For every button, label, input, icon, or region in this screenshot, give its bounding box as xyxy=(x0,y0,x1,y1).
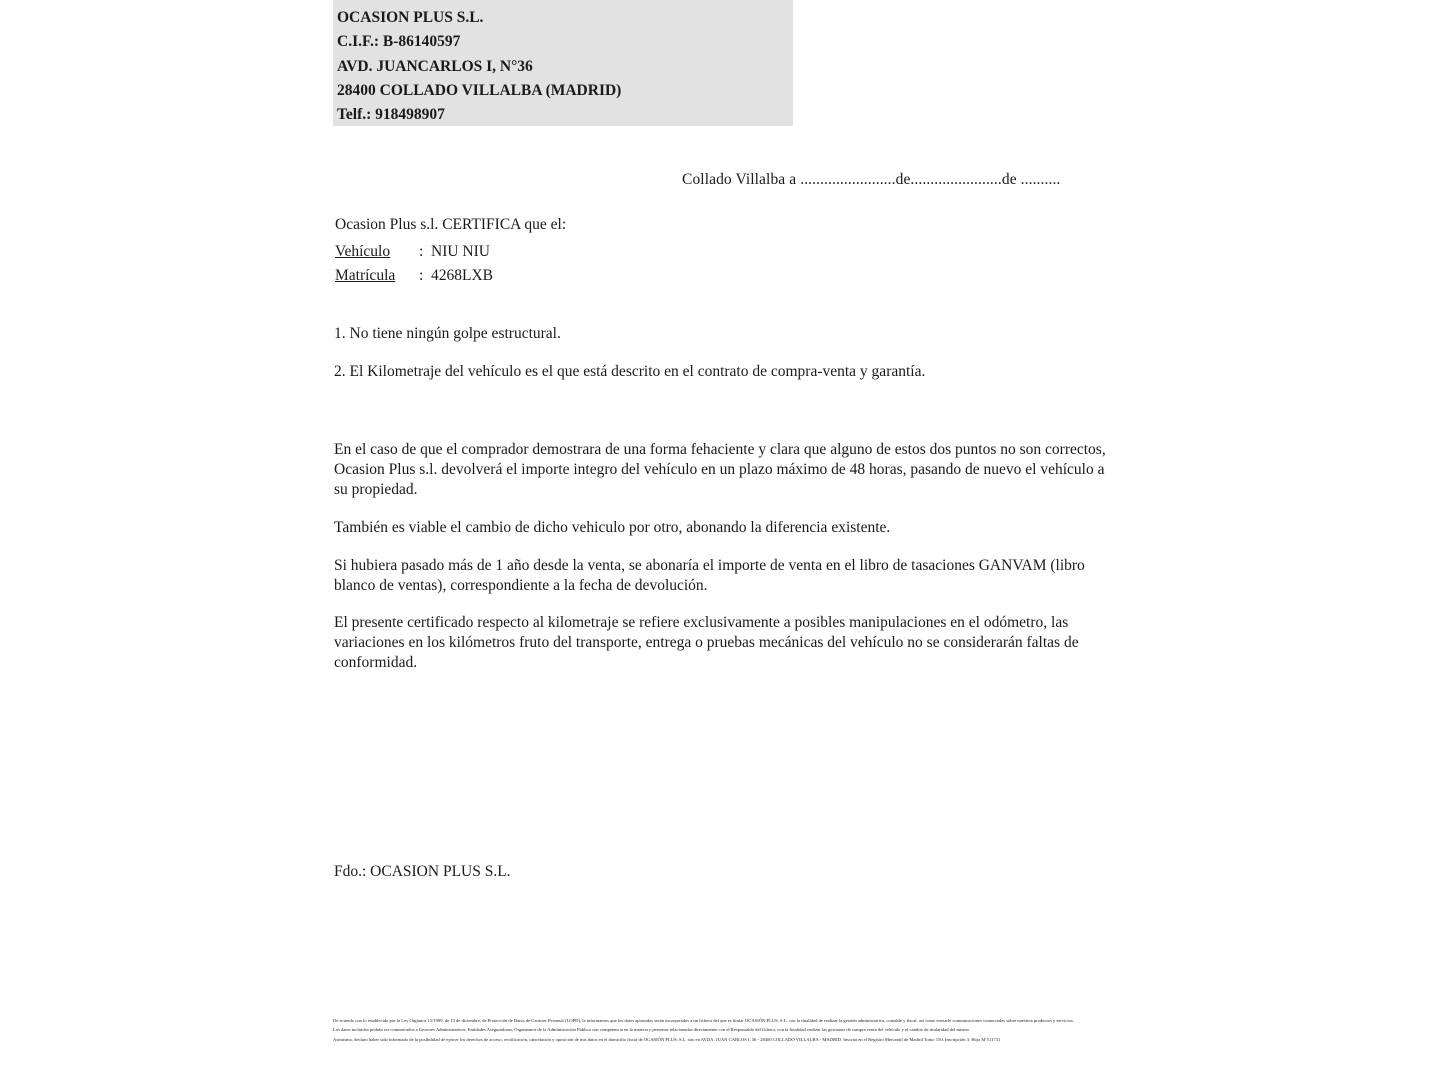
company-header-block xyxy=(333,0,793,126)
vehicle-value: NIU NIU xyxy=(431,243,490,260)
paragraph-ganvam: Si hubiera pasado más de 1 año desde la venta, se abonaría el importe de venta en el libro de tasaciones GANVAM (libro blanco de ventas), correspondiente a la fecha de devolución. xyxy=(334,557,1085,595)
legal-footer xyxy=(333,1018,1103,1046)
plate-row xyxy=(335,264,493,288)
paragraph-odometer: El presente certificado respecto al kilometraje se refiere exclusivamente a posibles manipulaciones en el odómetro, las variaciones en los kilómetros fruto del transporte, entrega o pruebas mecánicas del vehículo no se considerarán faltas de conformidad. xyxy=(334,614,1079,672)
legal-paragraph-1: De acuerdo con lo establecido por la Ley Orgánica 15/1999, de 13 de diciembre, de Protección de Datos de Carácter Personal (LOPD), le informamos que los datos aportados serán incorporados a un fichero del que es titular OCASIÓN PLUS, S.L. con la finalidad de realizar la gestión administrativa, contable y fiscal, así como enviarle comunicaciones comerciales sobre nuestros productos y servicios. xyxy=(333,1018,1074,1023)
certification-intro: Ocasion Plus s.l. CERTIFICA que el: xyxy=(335,216,567,233)
paragraph-exchange: También es viable el cambio de dicho vehiculo por otro, abonando la diferencia existente. xyxy=(334,519,891,536)
plate-value: 4268LXB xyxy=(431,267,493,284)
vehicle-fields xyxy=(335,240,493,288)
signature-line: Fdo.: OCASION PLUS S.L. xyxy=(334,863,511,880)
vehicle-colon: : xyxy=(419,243,424,260)
company-cif: C.I.F.: B-86140597 xyxy=(337,33,461,51)
certification-item-1: 1. No tiene ningún golpe estructural. xyxy=(334,325,561,342)
company-city: 28400 COLLADO VILLALBA (MADRID) xyxy=(337,81,622,99)
company-address: AVD. JUANCARLOS I, N°36 xyxy=(337,57,533,75)
plate-label: Matrícula xyxy=(335,267,396,284)
place-and-date-line: Collado Villalba a ........................de.......................de .......... xyxy=(682,171,1061,188)
vehicle-label: Vehículo xyxy=(335,243,391,260)
plate-colon: : xyxy=(419,267,424,284)
vehicle-row xyxy=(335,240,493,264)
certification-item-2: 2. El Kilometraje del vehículo es el que está descrito en el contrato de compra-venta y garantía. xyxy=(334,363,926,380)
legal-paragraph-3: Asimismo, declaro haber sido informado de la posibilidad de ejercer los derechos de acceso, rectificación, cancelación y oposición de mis datos en el domicilio fiscal de OCASIÓN PLUS, S.L. sito en AVDA. JUAN CARLOS I, 36 - 28400 COLLADO VILLALBA - MADRID. Inscrita en el Registro Mercantil de Madrid Tomo 150, Inscripción 3, Hoja M 511731 xyxy=(333,1036,1001,1042)
company-phone: Telf.: 918498907 xyxy=(337,106,445,124)
paragraph-refund: En el caso de que el comprador demostrara de una forma fehaciente y clara que alguno de estos dos puntos no son correctos, Ocasion Plus s.l. devolverá el importe integro del vehículo en un plazo máximo de 48 horas, pasando de nuevo el vehículo a su propiedad. xyxy=(334,441,1106,499)
legal-paragraph-2: Los datos incluidos podrán ser comunicados a Gestores Administrativos, Entidades Aseguradoras, Organismos de la Administración Pública con competencia en la materia y personas relacionadas directamente con el Responsable del fichero, con la finalidad realizar las gestiones de compra venta del vehículo y el cambio de titularidad del mismo. xyxy=(333,1027,971,1033)
company-name: OCASION PLUS S.L. xyxy=(337,9,484,26)
